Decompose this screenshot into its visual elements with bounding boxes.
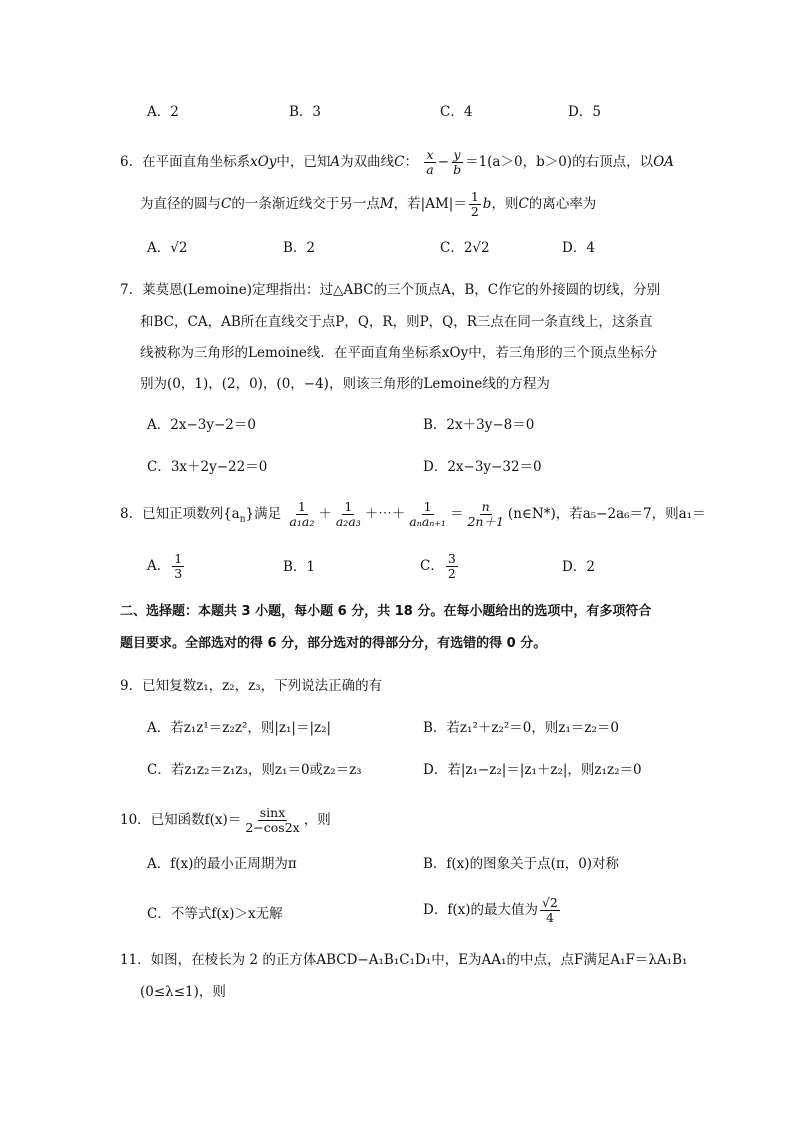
q7-option-a: A．2x−3y−2＝0	[147, 417, 256, 433]
frac-2: $\frac{1}{\text{a₂a₃}}$	[335, 499, 361, 529]
q6-option-c: C．2√2	[440, 240, 490, 256]
q6-option-d: D．4	[562, 240, 595, 256]
q5-option-c: C．4	[440, 104, 473, 120]
q8-stem: 8．已知正项数列$\{a_n\}$满足 $\frac{1}{\text{a₁a₂}}$ ＋ $\frac{1}{\text{a₂a₃}}$ ＋⋯＋ $\frac{1}{\text{aₙaₙ₊₁}}$ ＝ $\frac{n}{2n+1}$ (n∈N*)，若a₅−2a₆＝7，则a₁＝	[120, 499, 706, 529]
q6-option-a: A．√2	[147, 240, 188, 256]
hyperbola-x-frac: $\frac{x}{a}$	[426, 147, 434, 177]
half-frac: $\frac{1}{2}$	[470, 189, 479, 219]
q7-option-c: C．3x＋2y−22＝0	[147, 459, 268, 475]
q8-option-b: B．1	[283, 559, 316, 575]
frac-1: $\frac{1}{\text{a₁a₂}}$	[289, 499, 315, 529]
q10-option-c: C．不等式f(x)＞x无解	[147, 906, 283, 922]
q10-option-d: D．f(x)的最大值为 $\frac{√2}{4}$	[423, 895, 558, 925]
q9-stem: 9．已知复数z₁，z₂，z₃，下列说法正确的有	[120, 678, 383, 694]
q5-option-b: B．3	[289, 104, 322, 120]
q8-option-a: A． $\frac{1}{3}$	[147, 551, 183, 581]
section2-heading-line1: 二、选择题：本题共 3 小题，每小题 6 分，共 18 分。在每小题给出的选项中，有多项符合	[120, 604, 652, 619]
q11-stem-line1: 11．如图，在棱长为 2 的正方体ABCD−A₁B₁C₁D₁中，E为AA₁的中点，点F满足A₁F＝λA₁B₁	[120, 952, 688, 968]
q10-stem: 10．已知函数f(x)＝ $\frac{\sin x}{2-\cos 2x}$ ，则	[120, 805, 331, 835]
q10-option-a: A．f(x)的最小正周期为π	[147, 856, 297, 872]
q7-stem-line1: 7．莱莫恩(Lemoine)定理指出：过△ABC的三个顶点A，B，C作它的外接圆的切线，分别	[120, 282, 661, 298]
q6-stem-line1: 6．在平面直角坐标系xOy中，已知A为双曲线C： $\frac{x}{a}$ − $\frac{y}{b}$ ＝1(a＞0，b＞0)的右顶点，以OA	[120, 147, 674, 177]
q9-option-a: A．若z₁z¹＝z₂z²，则|z₁|＝|z₂|	[147, 720, 332, 736]
q6-stem-line2: 为直径的圆与C的一条渐近线交于另一点M，若|AM|＝ $\frac{1}{2}$ b，则C的离心率为	[140, 189, 597, 219]
frac-n: $\frac{1}{\text{aₙaₙ₊₁}}$	[409, 499, 446, 529]
q5-option-a: A．2	[147, 104, 179, 120]
hyperbola-y-frac: $\frac{y}{b}$	[453, 147, 462, 177]
q9-option-d: D．若|z₁−z₂|＝|z₁＋z₂|，则z₁z₂＝0	[423, 762, 642, 778]
q9-option-b: B．若z₁²＋z₂²＝0，则z₁＝z₂＝0	[423, 720, 620, 736]
q11-stem-line2: (0≤λ≤1)，则	[140, 984, 226, 1000]
q7-option-b: B．2x＋3y−8＝0	[423, 417, 535, 433]
q10-function-frac: $\frac{\sin x}{2-\cos 2x}$	[245, 805, 300, 835]
q5-option-d: D．5	[568, 104, 601, 120]
q7-stem-line3: 线被称为三角形的Lemoine线．在平面直角坐标系xOy中，若三角形的三个顶点坐标分	[140, 345, 658, 361]
q7-stem-line2: 和BC，CA，AB所在直线交于点P，Q，R，则P，Q，R三点在同一条直线上，这条直	[140, 314, 653, 330]
q10-option-b: B．f(x)的图象关于点(π，0)对称	[423, 856, 620, 872]
section2-heading-line2: 题目要求。全部选对的得 6 分，部分选对的得部分分，有选错的得 0 分。	[120, 636, 547, 651]
q7-stem-line4: 别为(0，1)，(2，0)，(0，−4)，则该三角形的Lemoine线的方程为	[140, 376, 550, 392]
q8-option-d: D．2	[562, 559, 595, 575]
q7-option-d: D．2x−3y−32＝0	[423, 459, 542, 475]
q6-option-b: B．2	[283, 240, 316, 256]
q8-option-c: C． $\frac{3}{2}$	[420, 551, 456, 581]
frac-result: $\frac{n}{2n+1}$	[467, 499, 504, 529]
q9-option-c: C．若z₁z₂＝z₁z₃，则z₁＝0或z₂＝z₃	[147, 762, 362, 778]
